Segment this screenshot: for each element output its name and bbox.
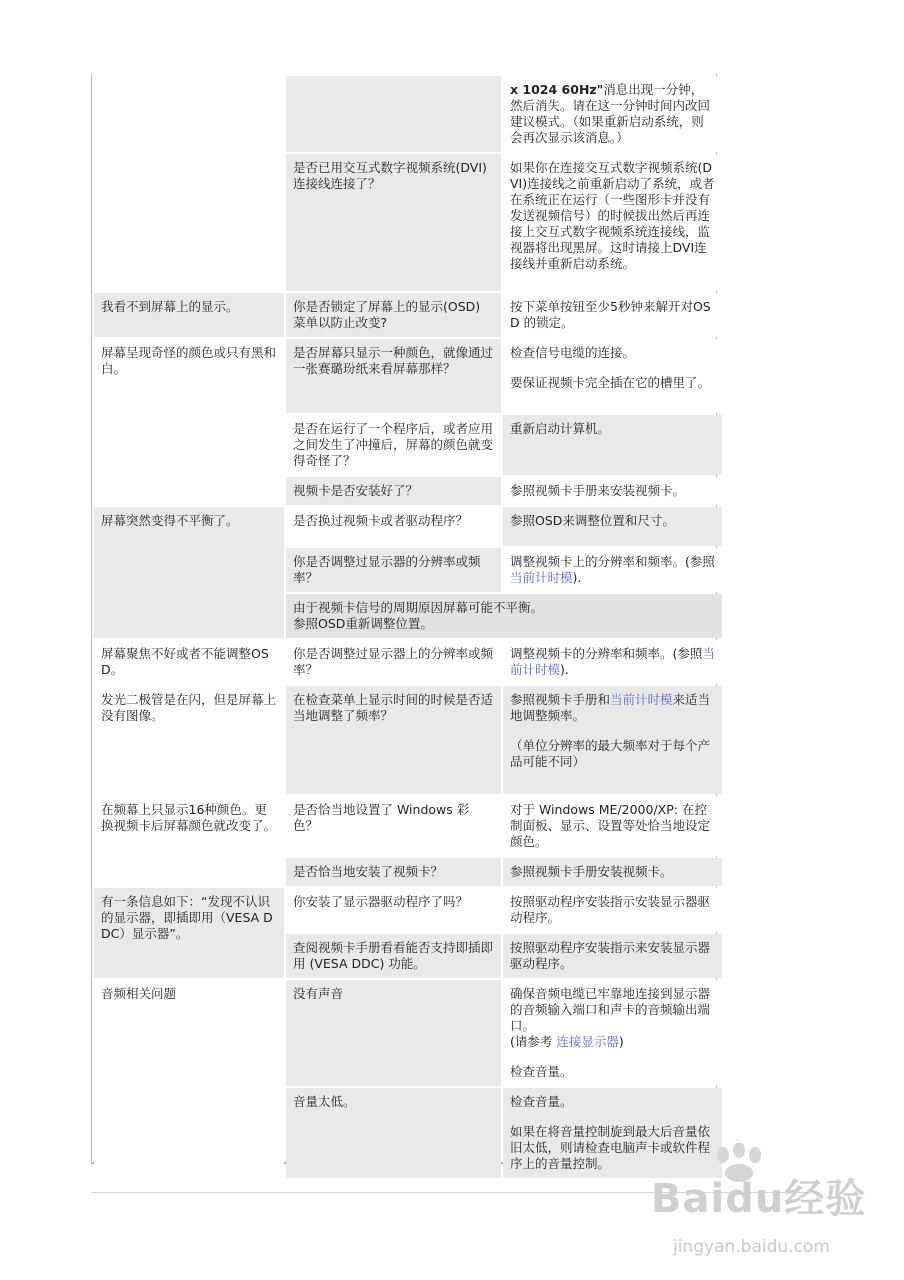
troubleshooting-grid [92, 74, 724, 1180]
check-cell: 是否换过视频卡或者驱动程序？ [286, 507, 501, 546]
baidu-watermark [645, 1143, 890, 1278]
note-cell [286, 594, 722, 638]
note-line: 参照OSD重新调整位置。 [293, 616, 433, 631]
solution-cell: 按下菜单按钮至少5秒钟来解开对OSD 的锁定。 [503, 293, 722, 337]
problem-cell: 音频相关问题 [94, 980, 284, 1178]
solution-paragraph: 要保证视频卡完全插在它的槽里了。 [510, 375, 711, 390]
solution-reference [510, 1034, 715, 1050]
problem-cell: 屏幕突然变得不平衡了。 [94, 507, 284, 638]
solution-text: ). [560, 662, 569, 677]
check-cell: 是否已用交互式数字视频系统(DVI)连接线连接了？ [286, 154, 501, 291]
solution-cell [503, 76, 722, 152]
check-cell: 你是否调整过显示器上的分辨率或频率？ [286, 640, 501, 684]
solution-paragraph: 检查音量。 [510, 1064, 573, 1079]
table-row [94, 507, 722, 546]
check-cell: 没有声音 [286, 980, 501, 1086]
solution-text: 消息出现一分钟，然后消失。请在这一分钟时间内改回建议模式。（如果重新启动系统，则会再次显示该消息。） [510, 82, 711, 145]
check-cell: 音量太低。 [286, 1088, 501, 1178]
watermark-brand: Baidu经验 [651, 1176, 867, 1222]
problem-cell: 屏幕呈现奇怪的颜色或只有黑和白。 [94, 339, 284, 505]
solution-cell: 参照OSD来调整位置和尺寸。 [503, 507, 722, 546]
solution-paragraph: 如果在将音量控制旋到最大后音量依旧太低，则请检查电脑声卡或软件程序上的音量控制。 [510, 1124, 711, 1171]
troubleshooting-table [91, 74, 717, 1171]
problem-cell: 屏幕聚焦不好或者不能调整OSD。 [94, 640, 284, 684]
solution-cell [503, 640, 722, 684]
connect-monitor-link[interactable]: 连接显示器 [556, 1034, 619, 1049]
table-row [94, 293, 722, 337]
solution-paragraph [510, 692, 715, 724]
solution-cell [503, 548, 722, 592]
timing-mode-link[interactable]: 当前计时模 [510, 570, 573, 585]
solution-paragraph: 检查音量。 [510, 1094, 573, 1109]
solution-text: ) [618, 1034, 624, 1049]
table-row [94, 686, 722, 794]
check-cell: 查阅视频卡手册看看能否支持即插即用 (VESA DDC) 功能。 [286, 934, 501, 978]
check-cell: 是否在运行了一个程序后，或者应用之间发生了冲撞后，屏幕的颜色就变得奇怪了？ [286, 415, 501, 475]
table-row [94, 640, 722, 684]
table-row [94, 76, 722, 152]
table-row [94, 888, 722, 932]
check-cell: 你是否调整过显示器的分辨率或频率？ [286, 548, 501, 592]
solution-cell [503, 339, 722, 413]
solution-text: 确保音频电缆已牢靠地连接到显示器的音频输入端口和声卡的音频输出端口。 [510, 986, 711, 1033]
problem-cell: 发光二极管是在闪，但是屏幕上没有图像。 [94, 686, 284, 794]
check-cell: 是否屏幕只显示一种颜色，就像通过一张赛璐玢纸来看屏幕那样？ [286, 339, 501, 413]
solution-cell: 参照视频卡手册安装视频卡。 [503, 858, 722, 886]
solution-text: 来适当地调整频率。 [510, 692, 711, 723]
problem-cell: 有一条信息如下：“发现不认识的显示器，即插即用（VESA DDC）显示器”。 [94, 888, 284, 978]
solution-cell: 参照视频卡手册来安装视频卡。 [503, 477, 722, 505]
timing-mode-link[interactable]: 当前计时模 [510, 646, 715, 677]
check-cell: 你是否锁定了屏幕上的显示(OSD) 菜单以防止改变? [286, 293, 501, 337]
watermark-url: jingyan.baidu.com [673, 1237, 830, 1257]
solution-text: ). [572, 570, 582, 585]
problem-cell [94, 76, 284, 291]
problem-cell: 我看不到屏幕上的显示。 [94, 293, 284, 337]
timing-mode-link[interactable]: 当前计时模 [610, 692, 673, 707]
solution-cell: 按照驱动程序安装指示安装显示器驱动程序。 [503, 888, 722, 932]
solution-cell: 重新启动计算机。 [503, 415, 722, 475]
solution-text: 参照视频卡手册和 [510, 692, 611, 707]
solution-cell [503, 686, 722, 794]
solution-cell: 如果你在连接交互式数字视频系统(DVI)连接线之前重新启动了系统，或者在系统正在运行（一些图形卡并没有发送视频信号）的时候拔出然后再连接上交互式数字视频系统连接线，监视器将出现黑屏。这时请接上DVI连接线并重新启动系统。 [503, 154, 722, 291]
check-cell: 在检查菜单上显示时间的时候是否适当地调整了频率？ [286, 686, 501, 794]
check-cell: 是否恰当地安装了视频卡？ [286, 858, 501, 886]
solution-paragraph: （单位分辨率的最大频率对于每个产品可能不同） [510, 738, 711, 769]
solution-text: 调整视频卡的分辨率和频率。(参照 [510, 646, 703, 661]
solution-cell [503, 980, 722, 1086]
solution-text: 调整视频卡上的分辨率和频率。(参照 [510, 554, 715, 569]
problem-cell: 在频幕上只显示16种颜色。更换视频卡后屏幕颜色就改变了。 [94, 796, 284, 886]
table-row [94, 339, 722, 413]
check-cell: 是否恰当地设置了 Windows 彩色？ [286, 796, 501, 856]
solution-cell: 对于 Windows ME/2000/XP: 在控制面板、显示、设置等处恰当地设定颜色。 [503, 796, 722, 856]
solution-text: (请参考 [510, 1034, 557, 1049]
solution-cell: 按照驱动程序安装指示来安装显示器驱动程序。 [503, 934, 722, 978]
check-cell: 视频卡是否安装好了？ [286, 477, 501, 505]
note-line: 由于视频卡信号的周期原因屏幕可能不平衡。 [293, 600, 544, 615]
table-row [94, 980, 722, 1086]
solution-paragraph: 检查信号电缆的连接。 [510, 345, 636, 360]
resolution-text: x 1024 60Hz" [510, 82, 604, 97]
table-row [94, 796, 722, 856]
check-cell [286, 76, 501, 152]
check-cell: 你安装了显示器驱动程序了吗？ [286, 888, 501, 932]
